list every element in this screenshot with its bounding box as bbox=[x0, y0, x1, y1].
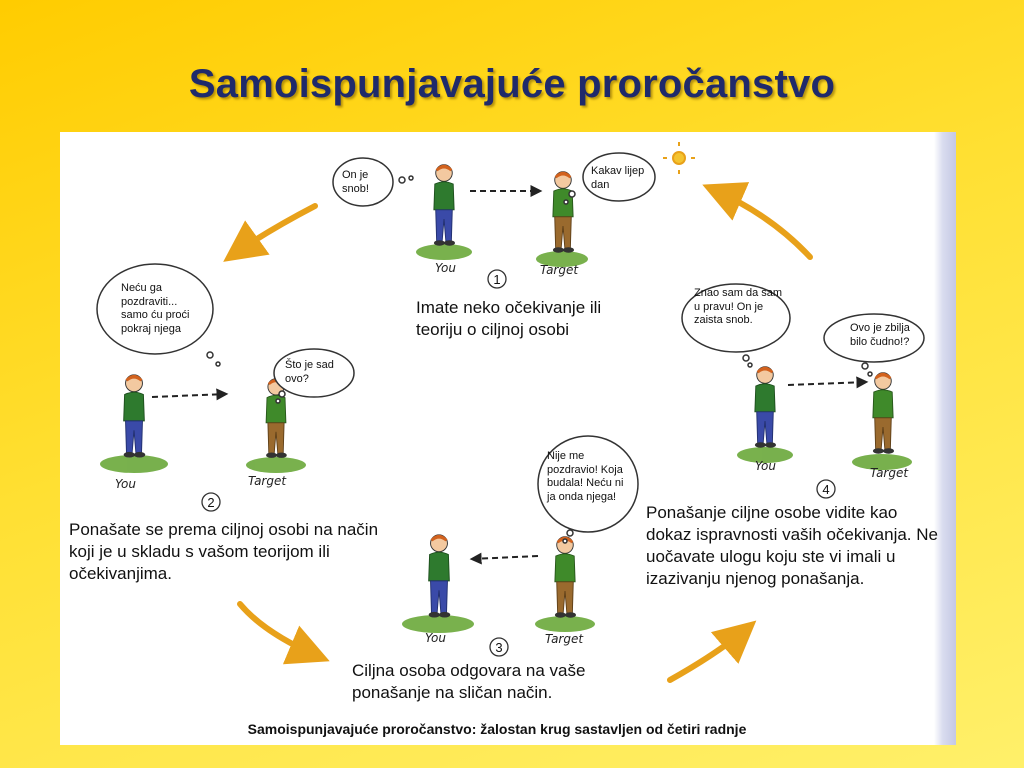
cycle-arrow-2 bbox=[240, 604, 322, 658]
gaze-arrow-3 bbox=[472, 556, 538, 559]
you-label-4: You bbox=[755, 459, 776, 473]
step-4-text: Ponašanje ciljne osobe vidite kao dokaz ispravnosti vaših očekivanja. Ne uočavate ulogu koju ste vi imali u izazivanju njenog ponašanja. bbox=[646, 503, 938, 588]
bubble-s4-target-text: Ovo je zbilja bilo čudno!? bbox=[850, 322, 910, 348]
target-label-1: Target bbox=[540, 263, 579, 277]
step-3-text: Ciljna osoba odgovara na vaše ponašanje na sličan način. bbox=[352, 661, 586, 702]
target-figure-2 bbox=[266, 379, 287, 458]
step-3-number: 3 bbox=[495, 640, 503, 655]
diagram-panel bbox=[60, 132, 956, 745]
you-figure-4 bbox=[755, 367, 776, 448]
sun-icon bbox=[663, 142, 695, 174]
step-2-number: 2 bbox=[207, 495, 215, 510]
diagram-caption: Samoispunjavajuće proročanstvo: žalostan krug sastavljen od četiri radnje bbox=[247, 721, 747, 737]
bubble-s1-you-text: On je snob! bbox=[342, 169, 369, 195]
step-1-text: Imate neko očekivanje ili teoriju o ciljnoj osobi bbox=[416, 298, 602, 339]
you-label-2: You bbox=[115, 477, 136, 491]
you-label-1: You bbox=[435, 261, 456, 275]
gaze-arrow-2 bbox=[152, 394, 226, 397]
cycle-artwork bbox=[60, 132, 956, 745]
you-figure-2 bbox=[124, 375, 146, 458]
cycle-arrow-4 bbox=[710, 188, 810, 257]
target-figure-4 bbox=[873, 373, 894, 454]
bubble-s4-you-text: Znao sam da sam u pravu! On je zaista snob. bbox=[694, 287, 783, 326]
step-1-number: 1 bbox=[493, 272, 501, 287]
step-4-number: 4 bbox=[822, 482, 830, 497]
target-label-3: Target bbox=[545, 632, 584, 646]
bubble-s2-you-text: Neću ga pozdraviti... samo ću proći pokraj njega bbox=[121, 282, 190, 335]
target-label-2: Target bbox=[248, 474, 287, 488]
target-figure-1 bbox=[553, 172, 574, 253]
cycle-arrow-1 bbox=[230, 206, 315, 257]
cycle-arrow-3 bbox=[670, 626, 750, 680]
step-2-text: Ponašate se prema ciljnoj osobi na način koji je u skladu s vašom teorijom ili očekivanjima. bbox=[69, 520, 379, 583]
you-figure-1 bbox=[434, 165, 455, 246]
bubble-s1-target-text: Kakav lijep dan bbox=[591, 165, 645, 191]
gaze-arrow-4 bbox=[788, 382, 866, 385]
target-label-4: Target bbox=[870, 466, 909, 480]
slide-title: Samoispunjavajuće proročanstvo bbox=[188, 62, 836, 106]
target-figure-3 bbox=[555, 537, 576, 618]
bubble-s3-target-text: Nije me pozdravio! Koja budala! Neću ni ja onda njega! bbox=[547, 450, 624, 503]
you-label-3: You bbox=[425, 631, 446, 645]
you-figure-3 bbox=[429, 535, 451, 618]
bubble-s2-target-text: Što je sad ovo? bbox=[285, 359, 334, 385]
